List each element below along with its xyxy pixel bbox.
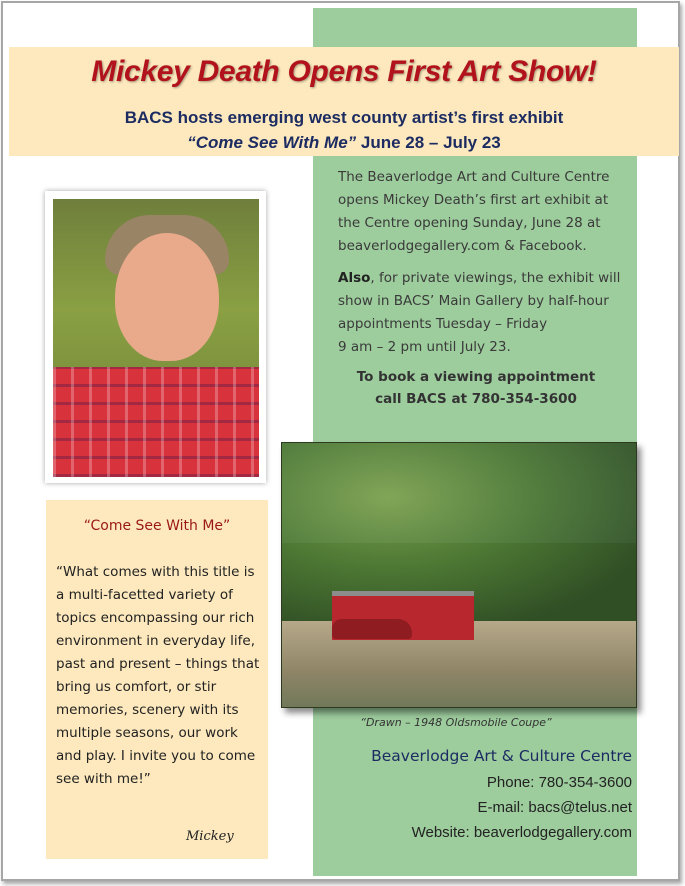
intro-text — [338, 166, 630, 368]
intro-also: Also — [338, 270, 371, 286]
intro-paragraph-2-rest: , for private viewings, the exhibit will show in BACS’ Main Gallery by half-hour appointments Tuesday – Friday — [338, 270, 621, 332]
contact-email: E-mail: bacs@telus.net — [477, 799, 632, 816]
painting-caption: “Drawn – 1948 Oldsmobile Coupe” — [360, 716, 552, 729]
exhibit-line — [9, 133, 679, 153]
booking-line-1: To book a viewing appointment — [356, 369, 596, 385]
intro-paragraph-1: The Beaverlodge Art and Culture Centre opens Mickey Death’s first art exhibit at the Centre opening Sunday, June 28 at beaverlodgegallery.com & Facebook. — [338, 169, 610, 254]
exhibit-title: “Come See With Me” — [187, 133, 357, 152]
booking-info — [338, 366, 614, 410]
booking-line-2: call BACS at 780-354-3600 — [375, 391, 577, 407]
page-title: Mickey Death Opens First Art Show! — [91, 55, 597, 88]
artist-photo — [53, 199, 259, 477]
quote-title: “Come See With Me” — [83, 518, 231, 534]
contact-website: Website: beaverlodgegallery.com — [411, 824, 632, 841]
quote-text: “What comes with this title is a multi-facetted variety of topics encompassing our rich environment in everyday life, past and present – things that bring us comfort, or stir memories, scenery with its multiple seasons, our work and play. I invite you to come see with me!” — [56, 564, 260, 787]
exhibit-dates: June 28 – July 23 — [360, 133, 501, 152]
intro-paragraph-2 — [338, 267, 630, 359]
painting-image — [281, 442, 637, 708]
intro-paragraph-2-time: 9 am – 2 pm until July 23. — [338, 339, 511, 355]
subtitle: BACS hosts emerging west county artist’s first exhibit — [124, 108, 564, 127]
quote-signature: Mickey — [186, 829, 234, 844]
org-name: Beaverlodge Art & Culture Centre — [371, 747, 632, 765]
contact-phone: Phone: 780-354-3600 — [486, 774, 632, 791]
